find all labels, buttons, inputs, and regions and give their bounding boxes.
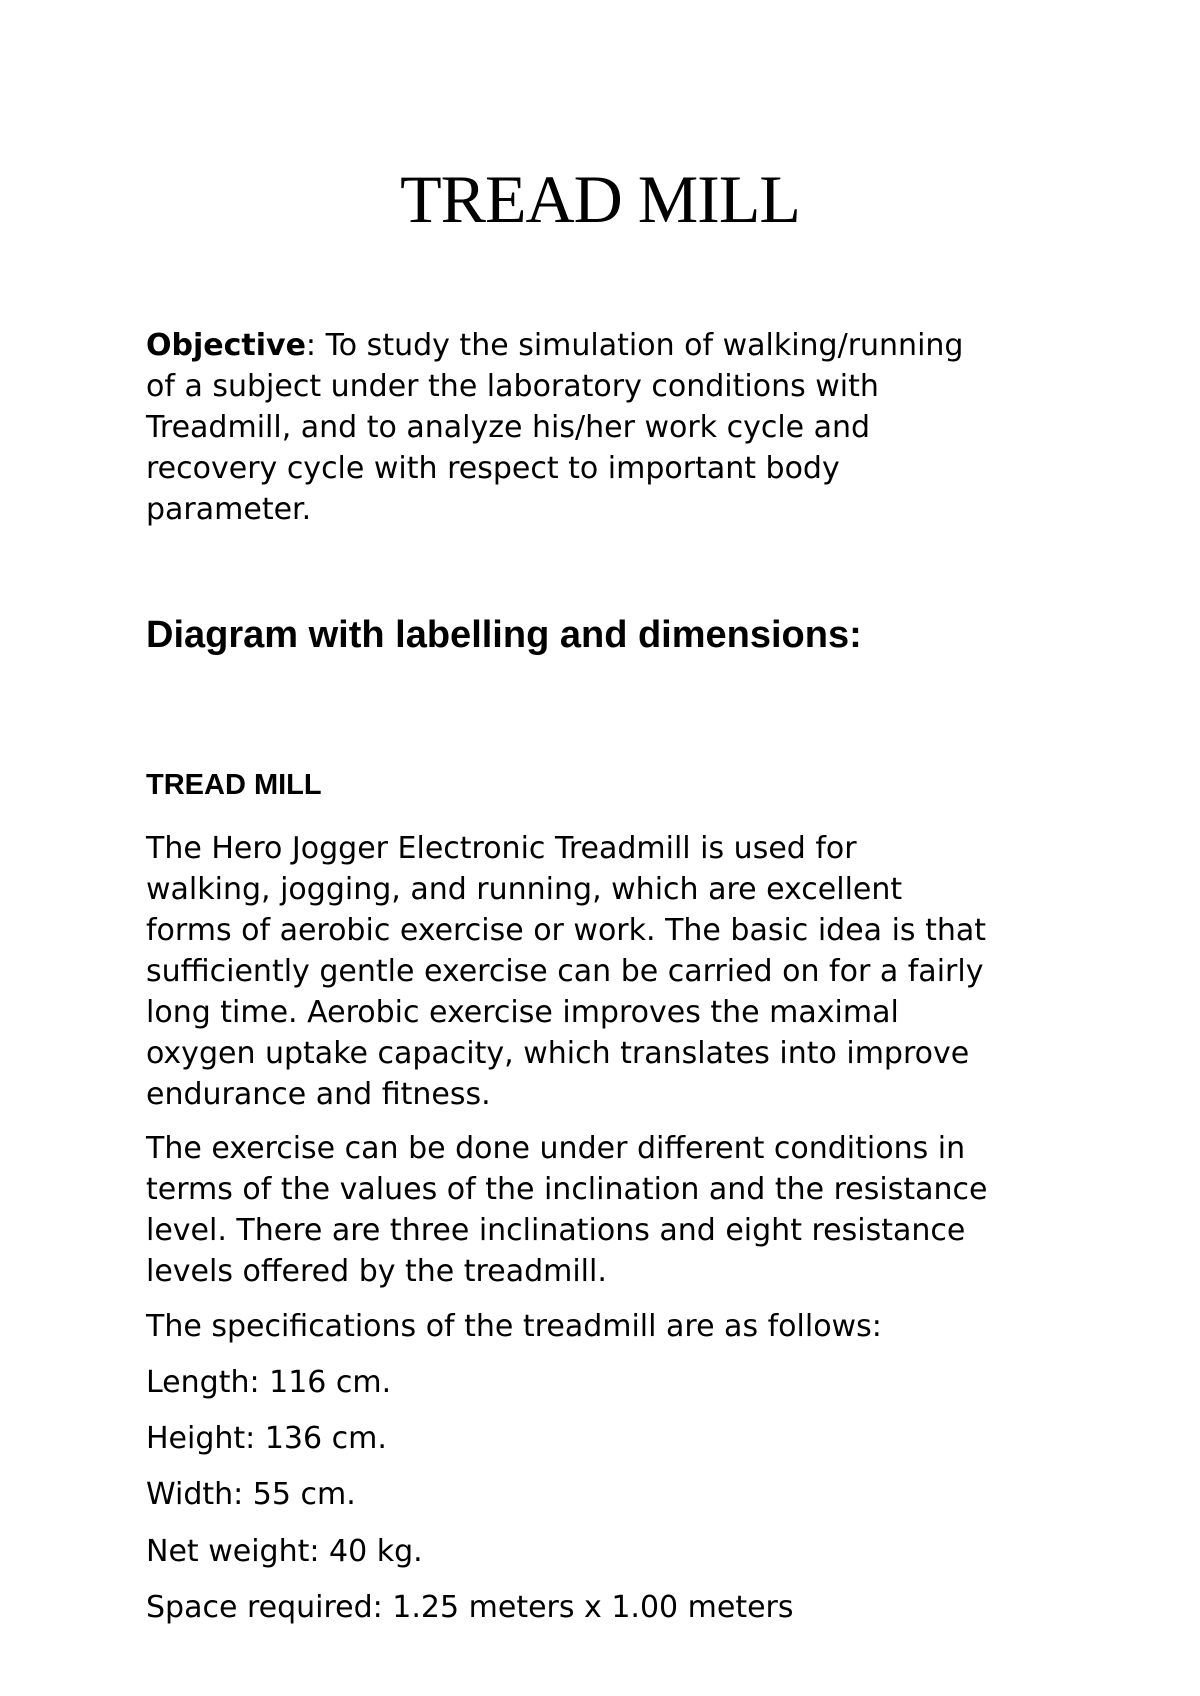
objective-line-5: parameter.: [146, 492, 312, 527]
intro-line: endurance and fitness.: [146, 1077, 491, 1112]
treadmill-subheading: TREAD MILL: [146, 769, 322, 801]
diagram-heading: Diagram with labelling and dimensions:: [146, 614, 862, 656]
objective-line-1: [146, 325, 1076, 366]
conditions-line: level. There are three inclinations and eight resistance: [146, 1213, 966, 1248]
conditions-line: levels offered by the treadmill.: [146, 1254, 607, 1289]
spec-net-weight: Net weight: 40 kg.: [146, 1534, 423, 1569]
specs-intro: The specifications of the treadmill are as follows:: [146, 1309, 882, 1344]
intro-line: walking, jogging, and running, which are excellent: [146, 872, 903, 907]
intro-paragraph: [146, 828, 1076, 1115]
intro-line: sufficiently gentle exercise can be carried on for a fairly: [146, 954, 984, 989]
spec-width: Width: 55 cm.: [146, 1477, 356, 1512]
objective-separator: :: [305, 328, 317, 363]
objective-line-2: of a subject under the laboratory conditions with: [146, 369, 879, 404]
conditions-paragraph: [146, 1128, 1076, 1292]
objective-paragraph: [146, 325, 1076, 530]
objective-text-1: To study the simulation of walking/running: [316, 328, 964, 363]
intro-line: The Hero Jogger Electronic Treadmill is used for: [146, 831, 857, 866]
conditions-line: The exercise can be done under different conditions in: [146, 1131, 966, 1166]
spec-space-required: Space required: 1.25 meters x 1.00 meters: [146, 1590, 794, 1625]
objective-line-4: recovery cycle with respect to important body: [146, 451, 840, 486]
spec-height: Height: 136 cm.: [146, 1421, 387, 1456]
spec-length: Length: 116 cm.: [146, 1365, 392, 1400]
objective-line-3: Treadmill, and to analyze his/her work cycle and: [146, 410, 871, 445]
intro-line: long time. Aerobic exercise improves the maximal: [146, 995, 899, 1030]
objective-label: Objective: [146, 328, 306, 363]
intro-line: oxygen uptake capacity, which translates into improve: [146, 1036, 970, 1071]
conditions-line: terms of the values of the inclination and the resistance: [146, 1172, 988, 1207]
document-title: TREAD MILL: [400, 161, 800, 237]
intro-line: forms of aerobic exercise or work. The basic idea is that: [146, 913, 987, 948]
